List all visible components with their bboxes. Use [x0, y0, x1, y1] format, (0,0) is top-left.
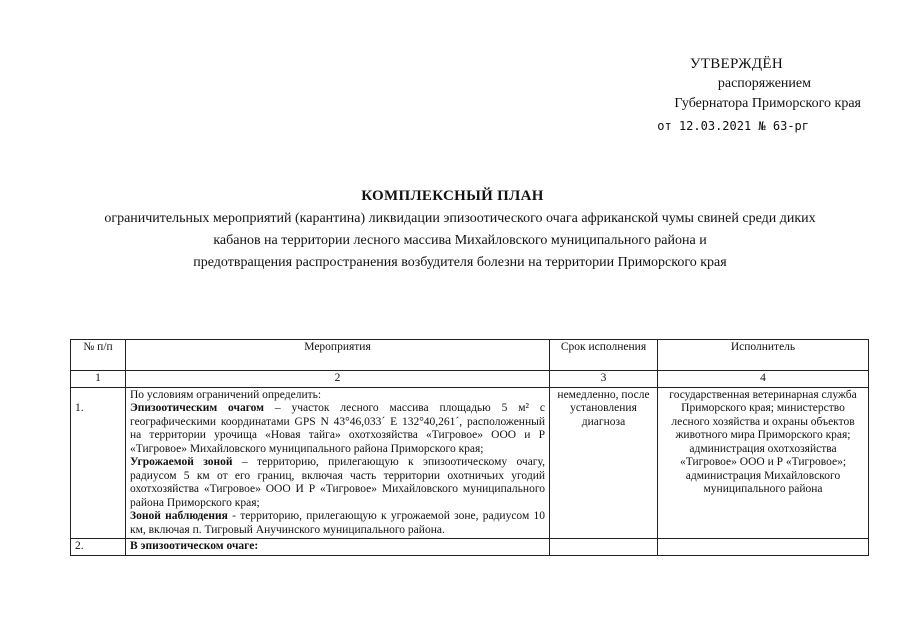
table-header-row [71, 340, 869, 371]
column-number: 2 [126, 371, 550, 388]
measure-item: Угрожаемой зоной – территорию, прилегающую к эпизоотическому очагу, радиусом 5 км от его границ, включая часть территории охотничьих угодий охотхозяйства «Тигровое» ООО И Р «Тигровое» Михайловского муниципального района Приморского края; [130, 456, 545, 509]
header-executor: Исполнитель [658, 340, 869, 371]
approval-by: распоряжением [717, 76, 811, 91]
subtitle-line: ограничительных мероприятий (карантина) ликвидации эпизоотического очага африканской чумы свиней среди диких [104, 211, 816, 226]
header-number: № п/п [71, 340, 126, 371]
approval-block [657, 54, 861, 136]
row-number: 2. [71, 539, 126, 556]
approval-title: УТВЕРЖДЁН [689, 56, 783, 72]
table-row [71, 387, 869, 539]
approval-authority: Губернатора Приморского края [674, 96, 861, 111]
subtitle-line: предотвращения распространения возбудителя болезни на территории Приморского края [193, 255, 727, 270]
row-measures [126, 387, 550, 539]
subtitle-line: кабанов на территории лесного массива Михайловского муниципального района и [213, 233, 707, 248]
row-executor [658, 539, 869, 556]
column-number: 3 [550, 371, 658, 388]
header-deadline: Срок исполнения [550, 340, 658, 371]
plan-title: КОМПЛЕКСНЫЙ ПЛАН [361, 188, 544, 204]
plan-subtitle [60, 208, 860, 274]
row-executor: государственная ветеринарная служба Приморского края; министерство лесного хозяйства и охраны объектов животного мира Приморского края; администрация охотхозяйства «Тигровое» ООО и Р «Тигровое»; администрация Михайловского муниципального района [658, 387, 869, 539]
column-number: 4 [658, 371, 869, 388]
plan-table [70, 339, 869, 556]
header-measures: Мероприятия [126, 340, 550, 371]
table-row [71, 539, 869, 556]
row-heading: В эпизоотическом очаге: [126, 539, 550, 556]
column-number: 1 [71, 371, 126, 388]
measure-item: Эпизоотическим очагом – участок лесного массива площадью 5 м² с географическими координатами GPS N 43°46,033´ E 132°40,261´, расположенный на территории урочища «Новая тайга» охотхозяйства «Тигровое» ООО и Р «Тигровое» Михайловского муниципального района Приморского края; [130, 402, 545, 455]
approval-order: от 12.03.2021 № 63-рг [657, 119, 809, 133]
row-deadline: немедленно, после установления диагноза [550, 387, 658, 539]
row-number: 1. [71, 387, 126, 539]
measure-item: Зоной наблюдения - территорию, прилегающую к угрожаемой зоне, радиусом 10 км, включая п. Тигровый Анучинского муниципального района. [130, 510, 545, 536]
row-deadline [550, 539, 658, 556]
measures-intro: По условиям ограничений определить: [130, 388, 322, 401]
column-numbers-row [71, 371, 869, 388]
